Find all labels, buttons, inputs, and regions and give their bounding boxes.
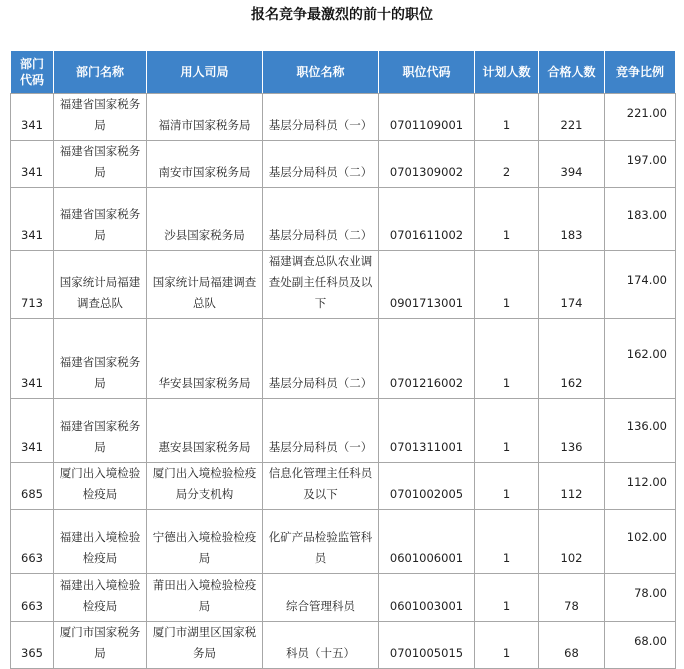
ratio-cell: 162.00 — [605, 319, 676, 399]
header-bureau: 用人司局 — [147, 51, 263, 94]
qualified-cell: 68 — [539, 622, 605, 669]
dept-name-cell: 福建省国家税务局 — [54, 399, 147, 463]
dept-name-cell: 福建省国家税务局 — [54, 94, 147, 141]
qualified-cell: 394 — [539, 141, 605, 188]
plan-cell: 2 — [475, 141, 539, 188]
dept-name-cell: 福建省国家税务局 — [54, 188, 147, 251]
ratio-cell: 197.00 — [605, 141, 676, 188]
dept-code-cell: 341 — [11, 399, 54, 463]
qualified-cell: 221 — [539, 94, 605, 141]
table-row — [11, 188, 676, 251]
plan-cell: 1 — [475, 510, 539, 574]
dept-name-cell: 福建省国家税务局 — [54, 141, 147, 188]
plan-cell: 1 — [475, 622, 539, 669]
dept-code-cell: 341 — [11, 319, 54, 399]
pos-code-cell: 0701309002 — [379, 141, 475, 188]
dept-name-cell: 福建省国家税务局 — [54, 319, 147, 399]
header-ratio: 竞争比例 — [605, 51, 676, 94]
position-cell: 信息化管理主任科员及以下 — [263, 463, 379, 510]
dept-code-cell: 341 — [11, 141, 54, 188]
qualified-cell: 162 — [539, 319, 605, 399]
table-row — [11, 574, 676, 622]
dept-code-cell: 685 — [11, 463, 54, 510]
qualified-cell: 174 — [539, 251, 605, 319]
ratio-cell: 136.00 — [605, 399, 676, 463]
pos-code-cell: 0601006001 — [379, 510, 475, 574]
bureau-cell: 南安市国家税务局 — [147, 141, 263, 188]
plan-cell: 1 — [475, 463, 539, 510]
dept-name-cell: 福建出入境检验检疫局 — [54, 510, 147, 574]
dept-code-cell: 713 — [11, 251, 54, 319]
qualified-cell: 102 — [539, 510, 605, 574]
bureau-cell: 惠安县国家税务局 — [147, 399, 263, 463]
table-row — [11, 622, 676, 669]
dept-code-cell: 663 — [11, 510, 54, 574]
header-qualified: 合格人数 — [539, 51, 605, 94]
position-cell: 福建调查总队农业调查处副主任科员及以下 — [263, 251, 379, 319]
header-plan: 计划人数 — [475, 51, 539, 94]
bureau-cell: 莆田出入境检验检疫局 — [147, 574, 263, 622]
position-cell: 基层分局科员（二） — [263, 188, 379, 251]
header-dept-name: 部门名称 — [54, 51, 147, 94]
bureau-cell: 华安县国家税务局 — [147, 319, 263, 399]
position-cell: 基层分局科员（二） — [263, 319, 379, 399]
table-row — [11, 463, 676, 510]
position-cell: 化矿产品检验监管科员 — [263, 510, 379, 574]
ratio-cell: 183.00 — [605, 188, 676, 251]
dept-name-cell: 厦门出入境检验检疫局 — [54, 463, 147, 510]
dept-code-cell: 341 — [11, 188, 54, 251]
bureau-cell: 沙县国家税务局 — [147, 188, 263, 251]
dept-code-cell: 663 — [11, 574, 54, 622]
bureau-cell: 国家统计局福建调查总队 — [147, 251, 263, 319]
table-row — [11, 94, 676, 141]
plan-cell: 1 — [475, 319, 539, 399]
position-cell: 综合管理科员 — [263, 574, 379, 622]
table-row — [11, 399, 676, 463]
ratio-cell: 68.00 — [605, 622, 676, 669]
header-position: 职位名称 — [263, 51, 379, 94]
qualified-cell: 183 — [539, 188, 605, 251]
dept-code-cell: 365 — [11, 622, 54, 669]
table-row — [11, 141, 676, 188]
dept-name-cell: 福建出入境检验检疫局 — [54, 574, 147, 622]
ratio-cell: 78.00 — [605, 574, 676, 622]
dept-name-cell: 厦门市国家税务局 — [54, 622, 147, 669]
bureau-cell: 福清市国家税务局 — [147, 94, 263, 141]
dept-name-cell: 国家统计局福建调查总队 — [54, 251, 147, 319]
pos-code-cell: 0701109001 — [379, 94, 475, 141]
header-dept-code: 部门代码 — [11, 51, 54, 94]
plan-cell: 1 — [475, 94, 539, 141]
position-cell: 基层分局科员（二） — [263, 141, 379, 188]
ratio-cell: 221.00 — [605, 94, 676, 141]
page-title: 报名竞争最激烈的前十的职位 — [251, 7, 433, 23]
plan-cell: 1 — [475, 251, 539, 319]
qualified-cell: 78 — [539, 574, 605, 622]
dept-code-cell: 341 — [11, 94, 54, 141]
pos-code-cell: 0701216002 — [379, 319, 475, 399]
table-row — [11, 251, 676, 319]
qualified-cell: 136 — [539, 399, 605, 463]
table-row — [11, 510, 676, 574]
pos-code-cell: 0901713001 — [379, 251, 475, 319]
table-row — [11, 319, 676, 399]
ratio-cell: 112.00 — [605, 463, 676, 510]
qualified-cell: 112 — [539, 463, 605, 510]
pos-code-cell: 0701002005 — [379, 463, 475, 510]
bureau-cell: 厦门市湖里区国家税务局 — [147, 622, 263, 669]
bureau-cell: 宁德出入境检验检疫局 — [147, 510, 263, 574]
ratio-cell: 174.00 — [605, 251, 676, 319]
plan-cell: 1 — [475, 574, 539, 622]
position-cell: 基层分局科员（一） — [263, 94, 379, 141]
position-cell: 科员（十五） — [263, 622, 379, 669]
ratio-cell: 102.00 — [605, 510, 676, 574]
bureau-cell: 厦门出入境检验检疫局分支机构 — [147, 463, 263, 510]
positions-table — [10, 50, 676, 669]
pos-code-cell: 0601003001 — [379, 574, 475, 622]
pos-code-cell: 0701005015 — [379, 622, 475, 669]
header-pos-code: 职位代码 — [379, 51, 475, 94]
plan-cell: 1 — [475, 399, 539, 463]
position-cell: 基层分局科员（一） — [263, 399, 379, 463]
plan-cell: 1 — [475, 188, 539, 251]
table-header-row — [11, 51, 676, 94]
pos-code-cell: 0701311001 — [379, 399, 475, 463]
pos-code-cell: 0701611002 — [379, 188, 475, 251]
